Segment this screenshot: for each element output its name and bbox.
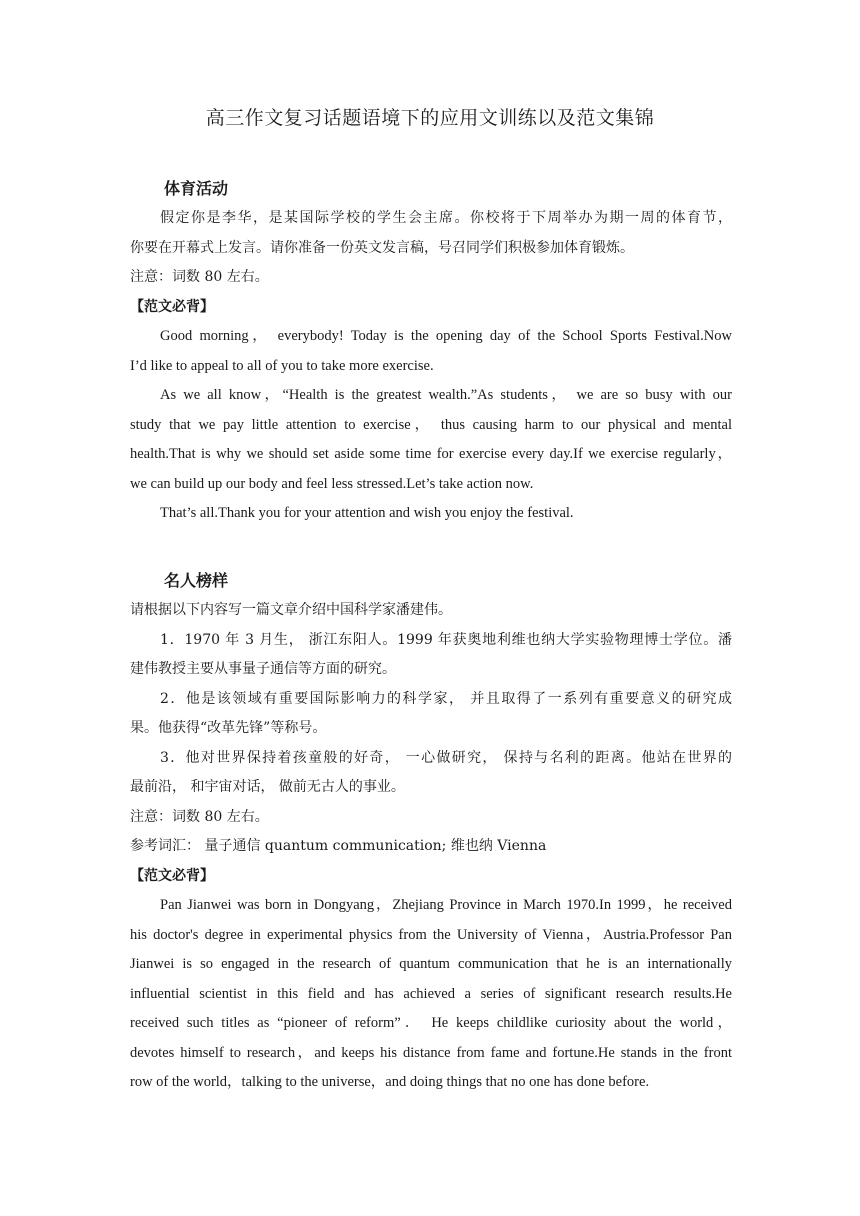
essay-line: devotes himself to research，and keeps his distance from fame and fortune.He stands in the front [130, 1044, 732, 1061]
essay-line: his doctor's degree in experimental physics from the University of Vienna，Austria.Professor Pan [130, 926, 732, 943]
essay-line: I’d like to appeal to all of you to take more exercise. [130, 357, 434, 374]
section-heading: 体育活动 [164, 179, 229, 198]
essay-line: That’s all.Thank you for your attention and wish you enjoy the festival. [160, 505, 574, 521]
section-role-model [130, 566, 732, 1098]
essay-line: Jianwei is so engaged in the research of quantum communication that he is an internationally [130, 956, 732, 972]
essay-line: row of the world，talking to the universe，and doing things that no one has done before. [130, 1074, 650, 1090]
point-line: 果。他获得“改革先锋”等称号。 [130, 720, 327, 736]
essay-line: Good morning， everybody! Today is the opening day of the School Sports Festival.Now [160, 328, 732, 344]
prompt-line: 假定你是李华，是某国际学校的学生会主席。你校将于下周举办为期一周的体育节， [160, 210, 732, 226]
note-text: 注意：词数 80 左右。 [130, 808, 269, 825]
point-line: 3．他对世界保持着孩童般的好奇， 一心做研究， 保持与名利的距离。他站在世界的 [160, 749, 732, 766]
essay-line: we can build up our body and feel less stressed.Let’s take action now. [130, 475, 534, 492]
essay-line: Pan Jianwei was born in Dongyang，Zhejiang Province in March 1970.In 1999，he received [160, 897, 732, 913]
essay-line: influential scientist in this field and has achieved a series of significant research results.He [130, 985, 732, 1002]
section-sports [130, 174, 732, 529]
point-line: 1．1970 年 3 月生， 浙江东阳人。1999 年获奥地利维也纳大学实验物理博士学位。潘 [160, 631, 732, 648]
essay-line: study that we pay little attention to exercise， thus causing harm to our physical and mental [130, 416, 732, 433]
essay-line: As we all know，“Health is the greatest wealth.”As students， we are so busy with our [160, 387, 732, 403]
intro-text: 请根据以下内容写一篇文章介绍中国科学家潘建伟。 [130, 602, 452, 618]
prompt-line: 你要在开幕式上发言。请你准备一份英文发言稿，号召同学们积极参加体育锻炼。 [130, 239, 634, 256]
model-essay-tag: 【范文必背】 [130, 298, 214, 315]
page-title: 高三作文复习话题语境下的应用文训练以及范文集锦 [205, 107, 655, 129]
essay-line: received such titles as “pioneer of reform”． He keeps childlike curiosity about the world， [130, 1015, 732, 1031]
point-line: 最前沿， 和宇宙对话， 做前无古人的事业。 [130, 779, 405, 795]
point-line: 2．他是该领域有重要国际影响力的科学家， 并且取得了一系列有重要意义的研究成 [160, 690, 732, 707]
note-text: 注意：词数 80 左右。 [130, 269, 269, 285]
section-heading: 名人榜样 [164, 571, 229, 590]
vocab-text: 参考词汇： 量子通信 quantum communication; 维也纳 Vienna [130, 838, 547, 854]
model-essay-tag: 【范文必背】 [130, 867, 214, 884]
essay-line: health.That is why we should set aside some time for exercise every day.If we exercise regularly， [130, 446, 732, 462]
point-line: 建伟教授主要从事量子通信等方面的研究。 [130, 661, 396, 677]
